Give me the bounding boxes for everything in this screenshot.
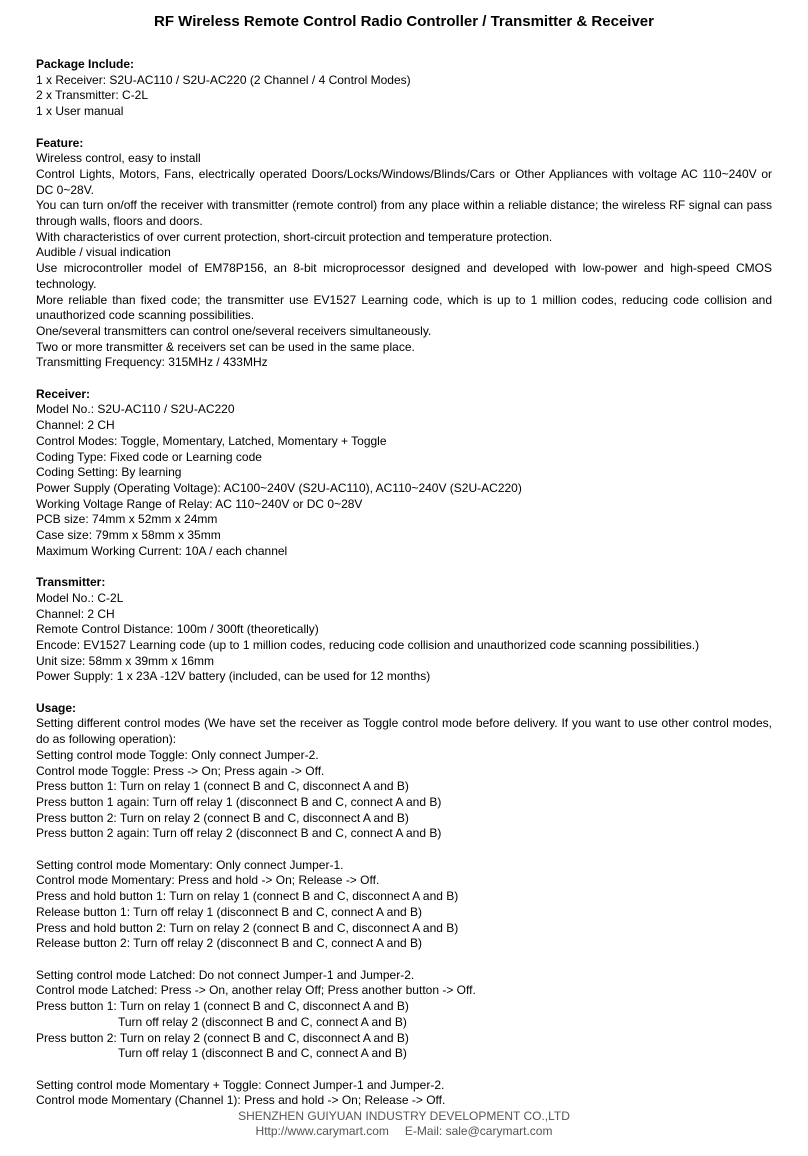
receiver-line: Channel: 2 CH (36, 418, 115, 433)
receiver-line: Coding Type: Fixed code or Learning code (36, 449, 262, 464)
transmitter-line: Model No.: C-2L (36, 590, 124, 605)
feature-line: Audible / visual indication (36, 245, 171, 260)
receiver-line: PCB size: 74mm x 52mm x 24mm (36, 512, 218, 527)
feature-line: You can turn on/off the receiver with transmitter (remote control) from any place within a reliable distance; the wireless RF signal can pass through walls, floors and doors. (36, 198, 772, 229)
transmitter-line: Power Supply: 1 x 23A -12V battery (included, can be used for 12 months) (36, 669, 431, 684)
momentary-toggle-line: Setting control mode Momentary + Toggle: Connect Jumper-1 and Jumper-2. (36, 1077, 445, 1092)
transmitter-line: Encode: EV1527 Learning code (up to 1 million codes, reducing code collision and unauthorized code scanning possibilities.) (36, 637, 700, 652)
feature-section (36, 136, 772, 372)
package-line: 1 x Receiver: S2U-AC110 / S2U-AC220 (2 Channel / 4 Control Modes) (36, 72, 411, 87)
receiver-line: Power Supply (Operating Voltage): AC100~240V (S2U-AC110), AC110~240V (S2U-AC220) (36, 480, 522, 495)
receiver-section (36, 387, 772, 560)
transmitter-section (36, 575, 772, 685)
latched-button2-on: Press button 2: Turn on relay 2 (connect B and C, disconnect A and B) (36, 1030, 409, 1045)
toggle-line: Press button 1: Turn on relay 1 (connect B and C, disconnect A and B) (36, 779, 409, 794)
latched-block (36, 968, 772, 1062)
momentary-line: Release button 2: Turn off relay 2 (disconnect B and C, connect A and B) (36, 936, 423, 951)
document-body (36, 57, 772, 1109)
momentary-line: Release button 1: Turn off relay 1 (disconnect B and C, connect A and B) (36, 904, 423, 919)
momentary-line: Press and hold button 2: Turn on relay 2 (connect B and C, disconnect A and B) (36, 920, 459, 935)
momentary-toggle-line: Control mode Momentary (Channel 1): Press and hold -> On; Release -> Off. (36, 1093, 446, 1108)
receiver-line: Case size: 79mm x 58mm x 35mm (36, 528, 221, 543)
package-section (36, 57, 772, 120)
receiver-heading: Receiver: (36, 386, 91, 401)
feature-line: One/several transmitters can control one/several receivers simultaneously. (36, 323, 432, 338)
feature-line: Two or more transmitter & receivers set can be used in the same place. (36, 339, 415, 354)
transmitter-line: Channel: 2 CH (36, 606, 115, 621)
feature-line: Transmitting Frequency: 315MHz / 433MHz (36, 355, 268, 370)
package-line: 1 x User manual (36, 104, 124, 119)
page-footer (0, 1109, 808, 1139)
footer-contact (0, 1124, 808, 1139)
feature-line: Control Lights, Motors, Fans, electrically operated Doors/Locks/Windows/Blinds/Cars or Other Appliances with voltage AC 110~240V or DC 0~28V. (36, 166, 772, 197)
receiver-line: Working Voltage Range of Relay: AC 110~240V or DC 0~28V (36, 496, 363, 511)
package-line: 2 x Transmitter: C-2L (36, 88, 149, 103)
momentary-line: Press and hold button 1: Turn on relay 1 (connect B and C, disconnect A and B) (36, 889, 459, 904)
footer-website: Http://www.carymart.com (255, 1124, 389, 1138)
toggle-line: Press button 1 again: Turn off relay 1 (disconnect B and C, connect A and B) (36, 794, 442, 809)
toggle-line: Control mode Toggle: Press -> On; Press again -> Off. (36, 763, 325, 778)
receiver-line: Maximum Working Current: 10A / each channel (36, 543, 288, 558)
toggle-line: Press button 2: Turn on relay 2 (connect B and C, disconnect A and B) (36, 810, 409, 825)
feature-line: With characteristics of over current protection, short-circuit protection and temperature protection. (36, 229, 553, 244)
transmitter-line: Unit size: 58mm x 39mm x 16mm (36, 653, 215, 668)
latched-mode: Control mode Latched: Press -> On, another relay Off; Press another button -> Off. (36, 983, 476, 998)
momentary-toggle-block (36, 1078, 772, 1109)
latched-button2-off: Turn off relay 1 (disconnect B and C, connect A and B) (118, 1046, 407, 1061)
latched-button1-on: Press button 1: Turn on relay 1 (connect B and C, disconnect A and B) (36, 999, 409, 1014)
transmitter-line: Remote Control Distance: 100m / 300ft (theoretically) (36, 622, 319, 637)
package-heading: Package Include: (36, 57, 135, 71)
usage-intro: Setting different control modes (We have set the receiver as Toggle control mode before delivery. If you want to use other control modes, do as following operation): (36, 716, 772, 747)
latched-setting: Setting control mode Latched: Do not connect Jumper-1 and Jumper-2. (36, 967, 415, 982)
momentary-block (36, 858, 772, 952)
momentary-line: Setting control mode Momentary: Only connect Jumper-1. (36, 857, 344, 872)
feature-heading: Feature: (36, 135, 84, 150)
receiver-line: Control Modes: Toggle, Momentary, Latched, Momentary + Toggle (36, 433, 387, 448)
toggle-line: Press button 2 again: Turn off relay 2 (disconnect B and C, connect A and B) (36, 826, 442, 841)
feature-line: Use microcontroller model of EM78P156, an 8-bit microprocessor designed and developed with low-power and high-speed CMOS technology. (36, 261, 772, 291)
receiver-line: Coding Setting: By learning (36, 465, 182, 480)
footer-email: E-Mail: sale@carymart.com (404, 1124, 553, 1138)
document-title: RF Wireless Remote Control Radio Controller / Transmitter & Receiver (154, 13, 654, 30)
feature-line: Wireless control, easy to install (36, 151, 201, 166)
transmitter-heading: Transmitter: (36, 575, 106, 590)
toggle-line: Setting control mode Toggle: Only connect Jumper-2. (36, 747, 319, 762)
latched-button1-off: Turn off relay 2 (disconnect B and C, connect A and B) (118, 1014, 407, 1029)
feature-line: More reliable than fixed code; the transmitter use EV1527 Learning code, which is up to 1 million codes, reducing code collision and unauthorized code scanning possibilities. (36, 292, 772, 323)
footer-company: SHENZHEN GUIYUAN INDUSTRY DEVELOPMENT CO.,LTD (238, 1109, 570, 1123)
usage-heading: Usage: (36, 700, 77, 715)
usage-section (36, 701, 772, 842)
momentary-line: Control mode Momentary: Press and hold -> On; Release -> Off. (36, 873, 380, 888)
receiver-line: Model No.: S2U-AC110 / S2U-AC220 (36, 402, 235, 417)
